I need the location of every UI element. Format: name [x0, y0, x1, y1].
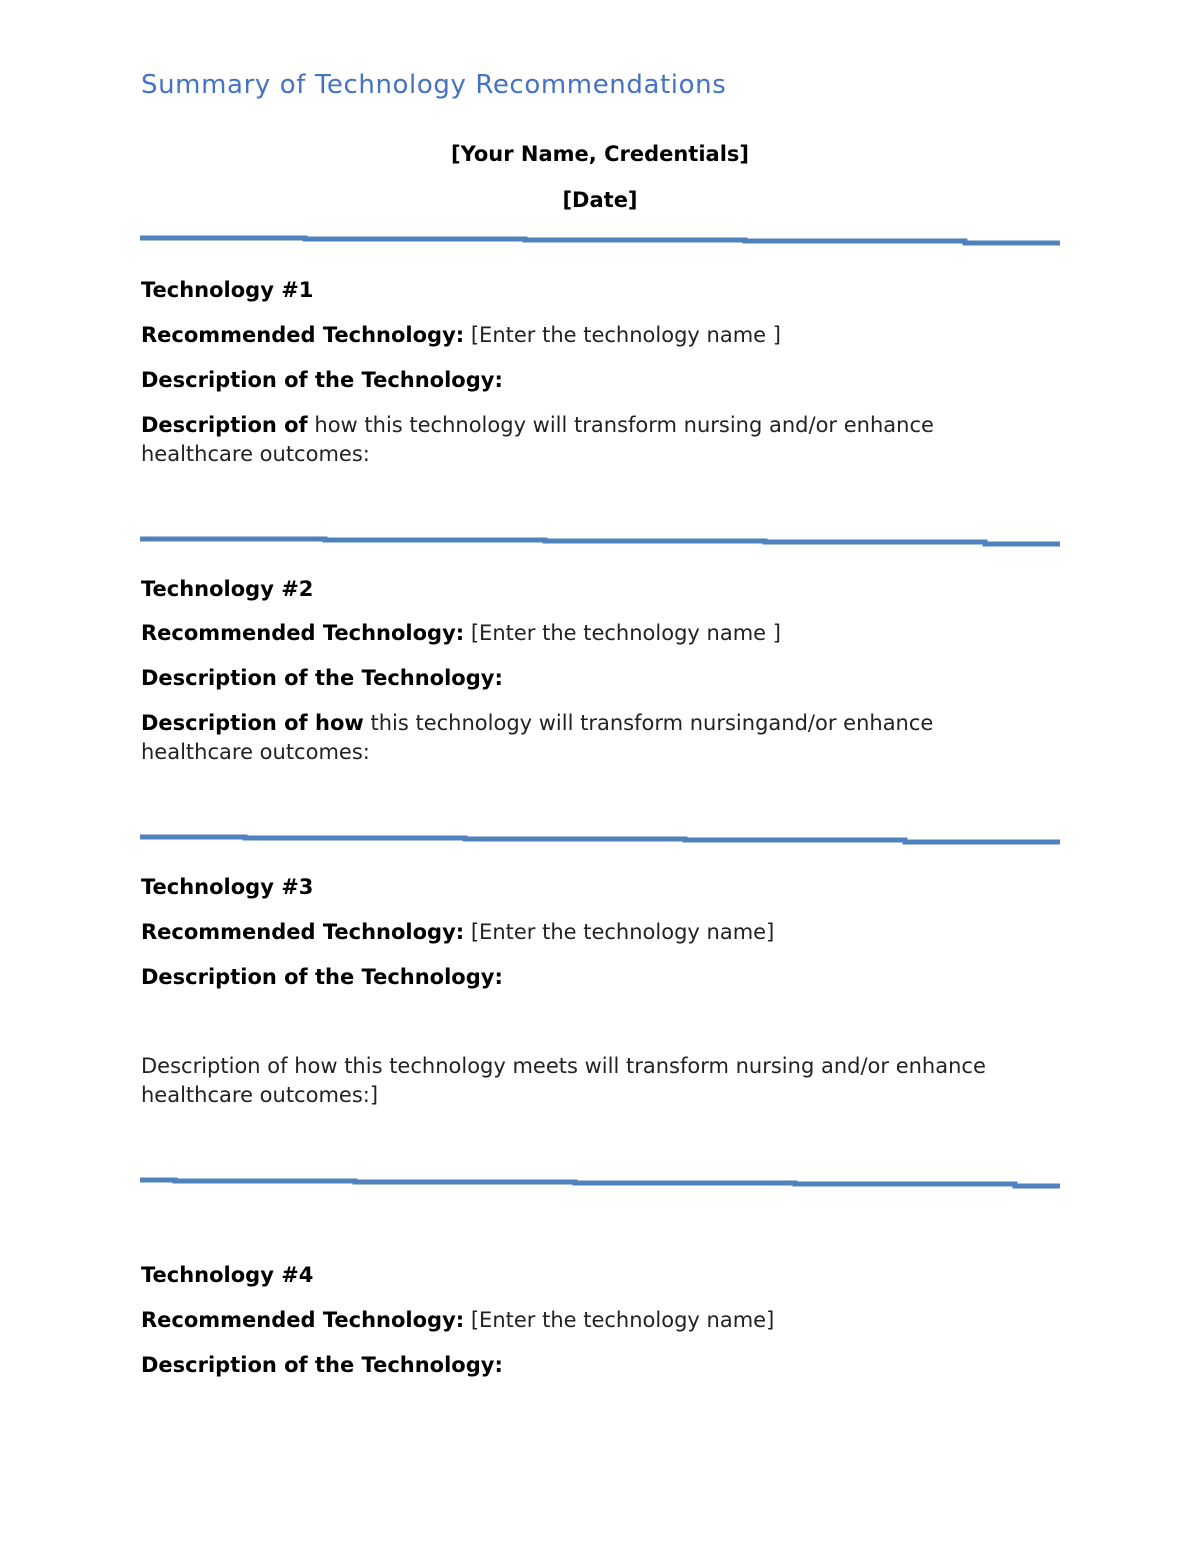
section-divider — [140, 233, 1060, 247]
section-4-heading: Technology #4 — [141, 1263, 314, 1287]
section-2-recommended-row — [141, 619, 781, 648]
recommended-label: Recommended Technology: — [141, 621, 465, 645]
technology-name-field[interactable]: [Enter the technology name] — [470, 920, 775, 944]
impact-label: Description of how — [141, 711, 364, 735]
section-1-heading: Technology #1 — [141, 278, 314, 302]
section-2-description-label: Description of the Technology: — [141, 666, 503, 690]
section-divider — [140, 534, 1060, 548]
section-4-description-label: Description of the Technology: — [141, 1353, 503, 1377]
technology-name-field[interactable]: [Enter the technology name] — [470, 1308, 775, 1332]
recommended-label: Recommended Technology: — [141, 323, 465, 347]
section-1-impact-paragraph[interactable] — [141, 411, 1041, 469]
author-placeholder[interactable]: [Your Name, Credentials] — [450, 142, 750, 166]
section-divider — [140, 1175, 1060, 1189]
section-1-description-label: Description of the Technology: — [141, 368, 503, 392]
impact-text: how this technology will transform nursing and/or enhance healthcare outcomes: — [141, 413, 934, 466]
recommended-label: Recommended Technology: — [141, 1308, 465, 1332]
technology-name-field[interactable]: [Enter the technology name ] — [470, 323, 781, 347]
date-placeholder[interactable]: [Date] — [562, 188, 638, 212]
section-3-description-label: Description of the Technology: — [141, 965, 503, 989]
section-4-recommended-row — [141, 1306, 774, 1335]
section-3-impact-paragraph[interactable]: Description of how this technology meets will transform nursing and/or enhance healthcare outcomes:] — [141, 1054, 986, 1107]
recommended-label: Recommended Technology: — [141, 920, 465, 944]
section-divider — [140, 832, 1060, 846]
section-3-recommended-row — [141, 918, 774, 947]
section-2-impact-paragraph[interactable] — [141, 709, 1041, 767]
impact-label: Description of — [141, 413, 308, 437]
impact-text: this technology will transform nursingand/or enhance healthcare outcomes: — [141, 711, 934, 764]
section-1-recommended-row — [141, 321, 781, 350]
document-title: Summary of Technology Recommendations — [141, 70, 727, 100]
section-3-heading: Technology #3 — [141, 875, 314, 899]
section-2-heading: Technology #2 — [141, 577, 314, 601]
technology-name-field[interactable]: [Enter the technology name ] — [470, 621, 781, 645]
